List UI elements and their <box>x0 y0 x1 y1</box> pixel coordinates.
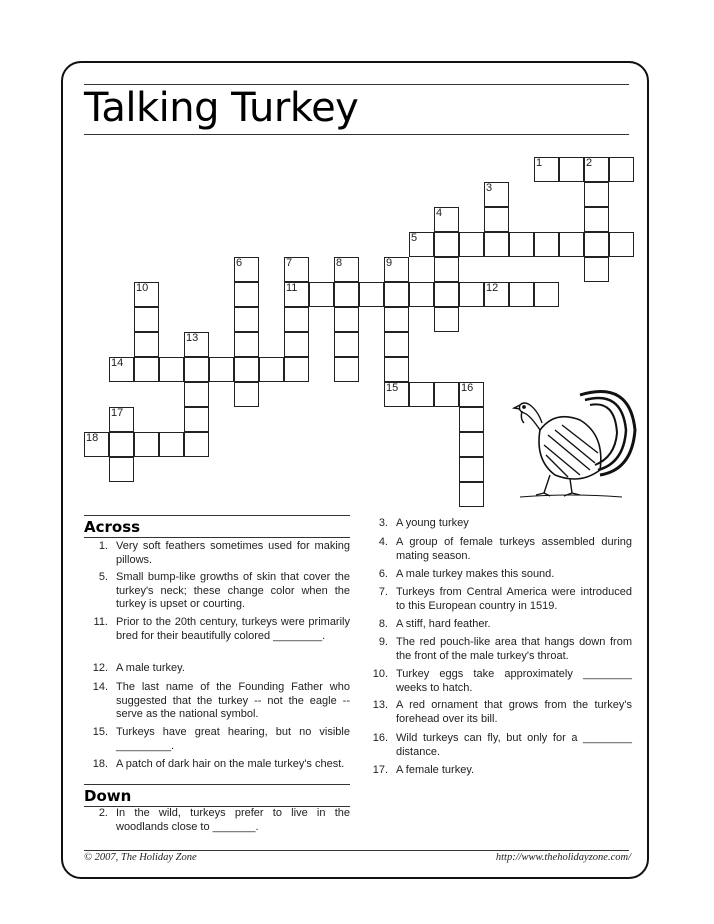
grid-cell[interactable] <box>484 232 509 257</box>
grid-cell[interactable] <box>434 232 459 257</box>
clue-number: 14. <box>92 681 108 693</box>
grid-cell[interactable] <box>409 282 434 307</box>
grid-cell[interactable] <box>609 157 634 182</box>
clue-text: Prior to the 20th century, turkeys were primarily bred for their beautifully colored ________. <box>116 616 350 642</box>
across-clue-item <box>80 616 350 643</box>
grid-cell[interactable] <box>559 232 584 257</box>
clue-text: Very soft feathers sometimes used for making pillows. <box>116 540 350 566</box>
down-clue-item <box>360 586 632 613</box>
grid-cell-number: 18 <box>86 432 99 444</box>
grid-cell[interactable] <box>384 357 409 382</box>
grid-cell[interactable] <box>234 357 259 382</box>
clue-text: A young turkey <box>396 517 469 529</box>
across-rule-top <box>84 515 350 516</box>
turkey-illustration <box>510 375 640 505</box>
grid-cell-number: 17 <box>111 407 124 419</box>
grid-cell[interactable] <box>484 282 509 307</box>
grid-cell-number: 6 <box>236 257 243 269</box>
grid-cell[interactable] <box>309 282 334 307</box>
clue-number: 2. <box>98 807 108 819</box>
grid-cell-number: 7 <box>286 257 293 269</box>
grid-cell[interactable] <box>184 382 209 407</box>
grid-cell[interactable] <box>109 407 134 432</box>
grid-cell[interactable] <box>234 382 259 407</box>
clue-text: The red pouch-like area that hangs down from the front of the male turkey's throat. <box>396 636 632 662</box>
grid-cell-number: 12 <box>486 282 499 294</box>
grid-cell-number: 10 <box>136 282 149 294</box>
clue-text: The last name of the Founding Father who suggested that the turkey -- not the eagle -- serve as the national symbol. <box>116 681 350 720</box>
footer-url: http://www.theholidayzone.com/ <box>495 852 631 863</box>
grid-cell[interactable] <box>359 282 384 307</box>
clue-text: A patch of dark hair on the male turkey's chest. <box>116 758 345 770</box>
clue-number: 5. <box>98 571 108 583</box>
clue-number: 8. <box>378 618 388 630</box>
down-clue-item <box>360 568 632 582</box>
grid-cell[interactable] <box>334 282 359 307</box>
grid-cell[interactable] <box>184 332 209 357</box>
down-clue-item <box>360 517 632 531</box>
grid-cell[interactable] <box>159 357 184 382</box>
grid-cell[interactable] <box>234 257 259 282</box>
clue-text: A female turkey. <box>396 764 475 776</box>
down-rule-top <box>84 784 350 785</box>
clue-number: 6. <box>378 568 388 580</box>
grid-cell-number: 2 <box>586 157 593 169</box>
grid-cell[interactable] <box>434 307 459 332</box>
grid-cell-number: 5 <box>411 232 418 244</box>
grid-cell[interactable] <box>184 432 209 457</box>
grid-cell[interactable] <box>384 382 409 407</box>
grid-cell[interactable] <box>384 257 409 282</box>
grid-cell[interactable] <box>459 457 484 482</box>
across-rule-bottom <box>84 537 350 538</box>
grid-cell[interactable] <box>334 257 359 282</box>
grid-cell[interactable] <box>134 357 159 382</box>
across-clue-item <box>80 662 350 676</box>
clue-number: 7. <box>378 586 388 598</box>
grid-cell[interactable] <box>109 432 134 457</box>
clue-text: Turkeys from Central America were introduced to this European country in 1519. <box>396 586 632 612</box>
grid-cell[interactable] <box>409 382 434 407</box>
grid-cell[interactable] <box>584 182 609 207</box>
down-clue-item <box>80 807 350 834</box>
grid-cell[interactable] <box>184 407 209 432</box>
grid-cell[interactable] <box>484 182 509 207</box>
grid-cell[interactable] <box>384 307 409 332</box>
grid-cell[interactable] <box>134 307 159 332</box>
grid-cell[interactable] <box>334 357 359 382</box>
grid-cell[interactable] <box>284 257 309 282</box>
down-heading: Down <box>84 787 132 805</box>
grid-cell[interactable] <box>109 457 134 482</box>
clue-number: 4. <box>378 536 388 548</box>
title-rule-bottom <box>84 134 629 135</box>
clue-text: A red ornament that grows from the turkey's forehead over its bill. <box>396 699 632 725</box>
down-clue-item <box>360 636 632 663</box>
grid-cell[interactable] <box>484 207 509 232</box>
down-clue-item <box>360 668 632 695</box>
clue-text: Small bump-like growths of skin that cover the turkey's neck; these change color when the turkey is upset or courting. <box>116 571 350 610</box>
grid-cell[interactable] <box>434 382 459 407</box>
across-heading: Across <box>84 518 141 536</box>
grid-cell-number: 16 <box>461 382 474 394</box>
grid-cell[interactable] <box>459 382 484 407</box>
grid-cell[interactable] <box>234 332 259 357</box>
clue-number: 15. <box>92 726 108 738</box>
grid-cell[interactable] <box>334 307 359 332</box>
grid-cell[interactable] <box>459 432 484 457</box>
grid-cell-number: 14 <box>111 357 124 369</box>
grid-cell[interactable] <box>134 332 159 357</box>
grid-cell-number: 15 <box>386 382 399 394</box>
down-clue-item <box>360 536 632 563</box>
across-clue-item <box>80 758 350 772</box>
clue-number: 11. <box>93 616 108 628</box>
clue-text: A male turkey. <box>116 662 185 674</box>
grid-cell-number: 3 <box>486 182 493 194</box>
grid-cell[interactable] <box>259 357 284 382</box>
clue-text: Turkeys have great hearing, but no visible _________. <box>116 726 350 752</box>
grid-cell[interactable] <box>584 157 609 182</box>
grid-cell[interactable] <box>284 307 309 332</box>
grid-cell-number: 11 <box>286 282 298 294</box>
grid-cell-number: 9 <box>386 257 393 269</box>
grid-cell[interactable] <box>384 282 409 307</box>
grid-cell[interactable] <box>459 482 484 507</box>
grid-cell[interactable] <box>234 307 259 332</box>
clue-number: 10. <box>372 668 388 680</box>
grid-cell[interactable] <box>609 232 634 257</box>
clue-text: A stiff, hard feather. <box>396 618 491 630</box>
page-title: Talking Turkey <box>84 85 359 131</box>
footer-copyright: © 2007, The Holiday Zone <box>84 852 197 863</box>
grid-cell[interactable] <box>534 157 559 182</box>
across-clue-item <box>80 540 350 567</box>
clue-number: 18. <box>92 758 108 770</box>
grid-cell[interactable] <box>284 332 309 357</box>
clue-text: Wild turkeys can fly, but only for a ________ distance. <box>396 732 632 758</box>
grid-cell[interactable] <box>109 357 134 382</box>
grid-cell[interactable] <box>159 432 184 457</box>
clue-text: Turkey eggs take approximately ________ weeks to hatch. <box>396 668 632 694</box>
grid-cell[interactable] <box>509 282 534 307</box>
grid-cell[interactable] <box>534 282 559 307</box>
clue-number: 9. <box>378 636 388 648</box>
grid-cell[interactable] <box>559 157 584 182</box>
clue-text: A group of female turkeys assembled during mating season. <box>396 536 632 562</box>
grid-cell-number: 1 <box>536 157 543 169</box>
grid-cell[interactable] <box>459 282 484 307</box>
grid-cell[interactable] <box>409 232 434 257</box>
clue-number: 17. <box>372 764 388 776</box>
across-clue-item <box>80 571 350 612</box>
grid-cell[interactable] <box>584 207 609 232</box>
grid-cell[interactable] <box>184 357 209 382</box>
grid-cell[interactable] <box>584 257 609 282</box>
grid-cell[interactable] <box>509 232 534 257</box>
clue-text: A male turkey makes this sound. <box>396 568 555 580</box>
grid-cell[interactable] <box>384 332 409 357</box>
grid-cell[interactable] <box>459 407 484 432</box>
across-clue-item <box>80 726 350 753</box>
down-clue-item <box>360 732 632 759</box>
clue-number: 1. <box>98 540 108 552</box>
grid-cell[interactable] <box>534 232 559 257</box>
down-clue-item <box>360 699 632 726</box>
grid-cell[interactable] <box>584 232 609 257</box>
across-clue-item <box>80 681 350 722</box>
clue-text: In the wild, turkeys prefer to live in the woodlands close to _______. <box>116 807 350 833</box>
grid-cell[interactable] <box>334 332 359 357</box>
grid-cell[interactable] <box>459 232 484 257</box>
grid-cell[interactable] <box>284 282 309 307</box>
grid-cell[interactable] <box>434 257 459 282</box>
down-clue-item <box>360 764 632 778</box>
clue-number: 16. <box>372 732 388 744</box>
grid-cell[interactable] <box>284 357 309 382</box>
grid-cell[interactable] <box>434 282 459 307</box>
grid-cell[interactable] <box>84 432 109 457</box>
grid-cell[interactable] <box>134 282 159 307</box>
grid-cell-number: 13 <box>186 332 199 344</box>
grid-cell[interactable] <box>234 282 259 307</box>
clue-number: 12. <box>92 662 108 674</box>
grid-cell[interactable] <box>434 207 459 232</box>
grid-cell-number: 8 <box>336 257 343 269</box>
down-clue-item <box>360 618 632 632</box>
grid-cell[interactable] <box>209 357 234 382</box>
grid-cell[interactable] <box>134 432 159 457</box>
clue-number: 13. <box>372 699 388 711</box>
grid-cell-number: 4 <box>436 207 443 219</box>
footer-rule <box>84 850 629 851</box>
clue-number: 3. <box>378 517 388 529</box>
